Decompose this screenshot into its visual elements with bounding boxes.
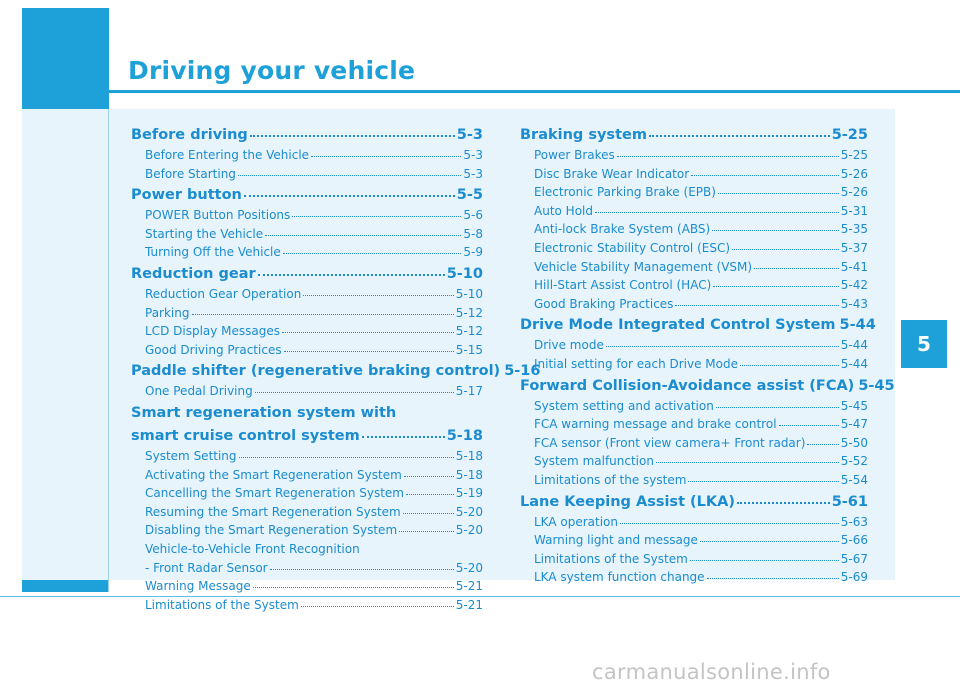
toc-entry-page: 5-63 xyxy=(840,514,868,529)
toc-entry-label: Auto Hold xyxy=(534,203,593,218)
toc-entry-page: 5-61 xyxy=(831,493,868,510)
toc-subsection-entry[interactable] xyxy=(520,568,868,587)
toc-subsection-entry[interactable] xyxy=(520,276,868,295)
toc-subsection-entry[interactable] xyxy=(131,341,483,360)
toc-entry-page: 5-50 xyxy=(840,435,868,450)
toc-leader-dots xyxy=(691,166,839,176)
toc-entry-label: Good Driving Practices xyxy=(145,342,282,357)
toc-entry-label: Good Braking Practices xyxy=(534,296,674,311)
toc-leader-dots xyxy=(406,485,454,495)
toc-entry-label: POWER Button Positions xyxy=(145,208,291,223)
toc-entry-label: One Pedal Driving xyxy=(145,384,253,399)
toc-entry-page: 5-21 xyxy=(455,579,483,594)
toc-entry-label: System malfunction xyxy=(534,454,654,469)
toc-subsection-entry[interactable] xyxy=(520,397,868,416)
toc-entry-page: 5-47 xyxy=(840,417,868,432)
toc-subsection-entry[interactable] xyxy=(520,258,868,277)
toc-entry-label: System setting and activation xyxy=(534,398,714,413)
toc-leader-dots xyxy=(595,203,839,213)
toc-section-entry[interactable] xyxy=(131,425,483,447)
toc-leader-dots xyxy=(265,226,461,236)
toc-entry-label: LKA operation xyxy=(534,514,618,529)
toc-leader-dots xyxy=(239,448,454,458)
toc-section-entry[interactable] xyxy=(520,491,868,513)
toc-entry-page: 5-66 xyxy=(840,533,868,548)
toc-leader-dots xyxy=(255,383,454,393)
toc-entry-label: Paddle shifter (regenerative braking control) xyxy=(131,363,501,380)
toc-leader-dots xyxy=(403,504,454,514)
toc-leader-dots xyxy=(311,147,461,157)
toc-subsection-entry[interactable] xyxy=(131,304,483,323)
toc-subsection-entry[interactable] xyxy=(520,146,868,165)
toc-leader-dots xyxy=(244,184,455,197)
toc-subsection-entry[interactable] xyxy=(131,521,483,540)
toc-entry-page: 5-6 xyxy=(463,208,483,223)
toc-subsection-entry[interactable] xyxy=(131,165,483,184)
toc-entry-page: 5-19 xyxy=(455,486,483,501)
toc-section-entry[interactable] xyxy=(131,402,483,424)
toc-subsection-entry[interactable] xyxy=(131,285,483,304)
toc-leader-dots xyxy=(718,184,839,194)
toc-entry-page: 5-18 xyxy=(446,427,483,444)
toc-entry-label: Vehicle Stability Management (VSM) xyxy=(534,259,753,274)
toc-entry-page: 5-20 xyxy=(455,523,483,538)
toc-leader-dots xyxy=(192,305,454,315)
chapter-tab[interactable]: 5 xyxy=(901,320,947,368)
toc-leader-dots xyxy=(238,166,461,176)
toc-leader-dots xyxy=(303,286,453,296)
toc-entry-label: Warning light and message xyxy=(534,533,698,548)
toc-leader-dots xyxy=(707,569,839,579)
toc-subsection-entry[interactable] xyxy=(131,447,483,466)
toc-entry-page: 5-43 xyxy=(840,296,868,311)
toc-subsection-entry[interactable] xyxy=(131,382,483,401)
toc-entry-label: Limitations of the system xyxy=(534,472,687,487)
toc-entry-label: Forward Collision-Avoidance assist (FCA) xyxy=(520,377,855,394)
toc-leader-dots xyxy=(716,398,839,408)
toc-leader-dots xyxy=(740,356,839,366)
toc-entry-label: LCD Display Messages xyxy=(145,324,281,339)
toc-leader-dots xyxy=(737,491,830,504)
toc-entry-page: 5-31 xyxy=(840,203,868,218)
toc-entry-label: Resuming the Smart Regeneration System xyxy=(145,504,401,519)
toc-entry-label: FCA sensor (Front view camera+ Front radar) xyxy=(534,435,806,450)
toc-subsection-entry[interactable] xyxy=(520,513,868,532)
toc-subsection-entry[interactable] xyxy=(131,146,483,165)
toc-entry-page: 5-45 xyxy=(840,398,868,413)
toc-section-entry[interactable] xyxy=(131,124,483,146)
toc-leader-dots xyxy=(807,435,838,445)
toc-leader-dots xyxy=(292,207,461,217)
toc-entry-label: smart cruise control system xyxy=(131,427,360,444)
toc-entry-label: Limitations of the System xyxy=(145,597,299,612)
toc-entry-label: Before Entering the Vehicle xyxy=(145,148,310,162)
toc-entry-page: 5-18 xyxy=(455,467,483,482)
toc-entry-page: 5-21 xyxy=(455,597,483,612)
toc-leader-dots xyxy=(754,259,839,269)
toc-entry-label: Limitations of the System xyxy=(534,551,688,566)
toc-entry-page: 5-3 xyxy=(463,166,483,181)
toc-section-entry[interactable] xyxy=(131,360,541,382)
toc-subsection-entry[interactable] xyxy=(131,596,483,615)
toc-entry-label: Turning Off the Vehicle xyxy=(145,245,281,260)
toc-entry-label: Before Starting xyxy=(145,166,236,181)
toc-entry-label: Disabling the Smart Regeneration System xyxy=(145,523,398,538)
toc-entry-label: Power Brakes xyxy=(534,148,615,162)
toc-leader-dots xyxy=(656,453,839,463)
toc-entry-page: 5-26 xyxy=(840,185,868,200)
toc-entry-label: Before driving xyxy=(131,127,248,143)
toc-subsection-entry[interactable] xyxy=(131,503,483,522)
toc-subsection-entry[interactable] xyxy=(520,336,868,355)
toc-entry-page: 5-5 xyxy=(456,187,483,204)
toc-leader-dots xyxy=(688,472,838,482)
toc-entry-page: 5-8 xyxy=(463,226,483,241)
toc-leader-dots xyxy=(712,221,839,231)
toc-leader-dots xyxy=(606,337,839,347)
page-title: Driving your vehicle xyxy=(128,56,416,85)
toc-entry-label: Disc Brake Wear Indicator xyxy=(534,166,690,181)
toc-leader-dots xyxy=(404,467,454,477)
toc-entry-page: 5-44 xyxy=(839,317,876,334)
toc-subsection-entry[interactable] xyxy=(520,355,868,374)
toc-entry-label: Activating the Smart Regeneration System xyxy=(145,467,402,482)
toc-subsection-entry[interactable] xyxy=(520,415,868,434)
toc-entry-page: 5-3 xyxy=(456,127,483,143)
toc-entry-label: Electronic Stability Control (ESC) xyxy=(534,240,731,255)
toc-entry-page: 5-10 xyxy=(455,286,483,301)
toc-leader-dots xyxy=(282,323,454,333)
toc-subsection-entry[interactable] xyxy=(520,183,868,202)
toc-entry-page: 5-37 xyxy=(840,240,868,255)
toc-entry-label: Braking system xyxy=(520,127,647,143)
toc-subsection-entry[interactable] xyxy=(131,466,483,485)
toc-entry-page: 5-35 xyxy=(840,222,868,237)
toc-leader-dots xyxy=(362,425,445,438)
toc-entry-page: 5-12 xyxy=(455,324,483,339)
toc-entry-page: 5-67 xyxy=(840,551,868,566)
toc-entry-label: Lane Keeping Assist (LKA) xyxy=(520,493,735,510)
toc-subsection-entry[interactable] xyxy=(520,452,868,471)
toc-subsection-entry[interactable] xyxy=(520,531,868,550)
toc-subsection-entry[interactable] xyxy=(131,577,483,596)
toc-entry-label: Starting the Vehicle xyxy=(145,226,264,241)
toc-subsection-entry[interactable] xyxy=(520,550,868,569)
footer-rule xyxy=(0,596,960,597)
toc-section-entry[interactable] xyxy=(520,124,868,146)
toc-entry-page: 5-54 xyxy=(840,472,868,487)
toc-leader-dots xyxy=(399,522,454,532)
toc-section-entry[interactable] xyxy=(520,375,895,397)
toc-entry-label: Reduction gear xyxy=(131,265,256,282)
toc-subsection-entry[interactable] xyxy=(131,559,483,578)
toc-leader-dots xyxy=(700,532,839,542)
toc-subsection-entry[interactable] xyxy=(520,295,868,314)
toc-entry-label: FCA warning message and brake control xyxy=(534,417,777,432)
toc-entry-page: 5-69 xyxy=(840,570,868,585)
side-panel-light xyxy=(22,109,109,580)
toc-entry-page: 5-41 xyxy=(840,259,868,274)
toc-entry-page: 5-18 xyxy=(455,448,483,463)
toc-leader-dots xyxy=(779,416,839,426)
toc-leader-dots xyxy=(713,277,839,287)
toc-leader-dots xyxy=(301,597,454,607)
toc-entry-page: 5-12 xyxy=(455,305,483,320)
toc-subsection-entry[interactable] xyxy=(131,484,483,503)
toc-entry-label: - Front Radar Sensor xyxy=(145,560,268,575)
toc-entry-page: 5-3 xyxy=(463,148,483,162)
toc-leader-dots xyxy=(649,124,830,137)
toc-section-entry[interactable] xyxy=(131,184,483,206)
toc-entry-page: 5-44 xyxy=(840,338,868,353)
toc-entry-page: 5-44 xyxy=(840,356,868,371)
toc-entry-page: 5-25 xyxy=(831,127,868,143)
toc-entry-page: 5-10 xyxy=(446,265,483,282)
toc-subsection-entry[interactable] xyxy=(131,225,483,244)
toc-entry-label: Reduction Gear Operation xyxy=(145,286,302,301)
toc-entry-label: Power button xyxy=(131,187,242,204)
toc-entry-page: 5-9 xyxy=(463,245,483,260)
toc-entry-page: 5-45 xyxy=(858,377,895,394)
toc-subsection-entry[interactable] xyxy=(131,540,483,559)
toc-entry-page: 5-20 xyxy=(455,504,483,519)
toc-entry-label: Drive Mode Integrated Control System xyxy=(520,317,836,334)
toc-entry-label: LKA system function change xyxy=(534,570,705,585)
toc-subsection-entry[interactable] xyxy=(520,202,868,221)
toc-leader-dots xyxy=(675,296,838,306)
toc-subsection-entry[interactable] xyxy=(520,434,868,453)
toc-entry-label: Hill-Start Assist Control (HAC) xyxy=(534,278,712,293)
toc-entry-label: Parking xyxy=(145,305,190,320)
toc-entry-page: 5-17 xyxy=(455,384,483,399)
toc-leader-dots xyxy=(732,240,839,250)
toc-leader-dots xyxy=(270,560,454,570)
toc-subsection-entry[interactable] xyxy=(520,239,868,258)
toc-section-entry[interactable] xyxy=(131,263,483,285)
toc-entry-label: Cancelling the Smart Regeneration System xyxy=(145,486,404,501)
toc-entry-page: 5-42 xyxy=(840,278,868,293)
toc-entry-label: System Setting xyxy=(145,448,237,463)
toc-entry-label: Warning Message xyxy=(145,579,251,594)
toc-entry-label: Vehicle-to-Vehicle Front Recognition xyxy=(145,541,360,556)
toc-section-entry[interactable] xyxy=(520,314,876,336)
toc-subsection-entry[interactable] xyxy=(131,243,483,262)
toc-subsection-entry[interactable] xyxy=(520,220,868,239)
toc-entry-label: Anti-lock Brake System (ABS) xyxy=(534,222,711,237)
toc-leader-dots xyxy=(253,578,454,588)
toc-entry-label: Smart regeneration system with xyxy=(131,404,397,421)
toc-entry-page: 5-25 xyxy=(840,148,868,162)
toc-leader-dots xyxy=(250,124,455,137)
toc-leader-dots xyxy=(283,244,462,254)
toc-leader-dots xyxy=(620,514,839,524)
toc-leader-dots xyxy=(284,342,454,352)
title-rule xyxy=(109,90,960,93)
toc-entry-label: Electronic Parking Brake (EPB) xyxy=(534,185,716,200)
toc-entry-page: 5-52 xyxy=(840,454,868,469)
toc-column-right xyxy=(520,123,895,587)
toc-subsection-entry[interactable] xyxy=(131,206,483,225)
toc-entry-page: 5-20 xyxy=(455,560,483,575)
toc-entry-page: 5-16 xyxy=(504,363,541,380)
toc-column-left xyxy=(131,123,541,614)
watermark: carmanualsonline.info xyxy=(592,660,831,684)
toc-leader-dots xyxy=(690,551,839,561)
toc-entry-page: 5-15 xyxy=(455,342,483,357)
toc-subsection-entry[interactable] xyxy=(520,165,868,184)
toc-leader-dots xyxy=(617,147,839,157)
toc-subsection-entry[interactable] xyxy=(520,471,868,490)
toc-entry-label: Drive mode xyxy=(534,338,604,353)
toc-entry-label: Initial setting for each Drive Mode xyxy=(534,356,739,371)
toc-leader-dots xyxy=(258,263,445,276)
toc-entry-page: 5-26 xyxy=(840,166,868,181)
toc-subsection-entry[interactable] xyxy=(131,322,483,341)
